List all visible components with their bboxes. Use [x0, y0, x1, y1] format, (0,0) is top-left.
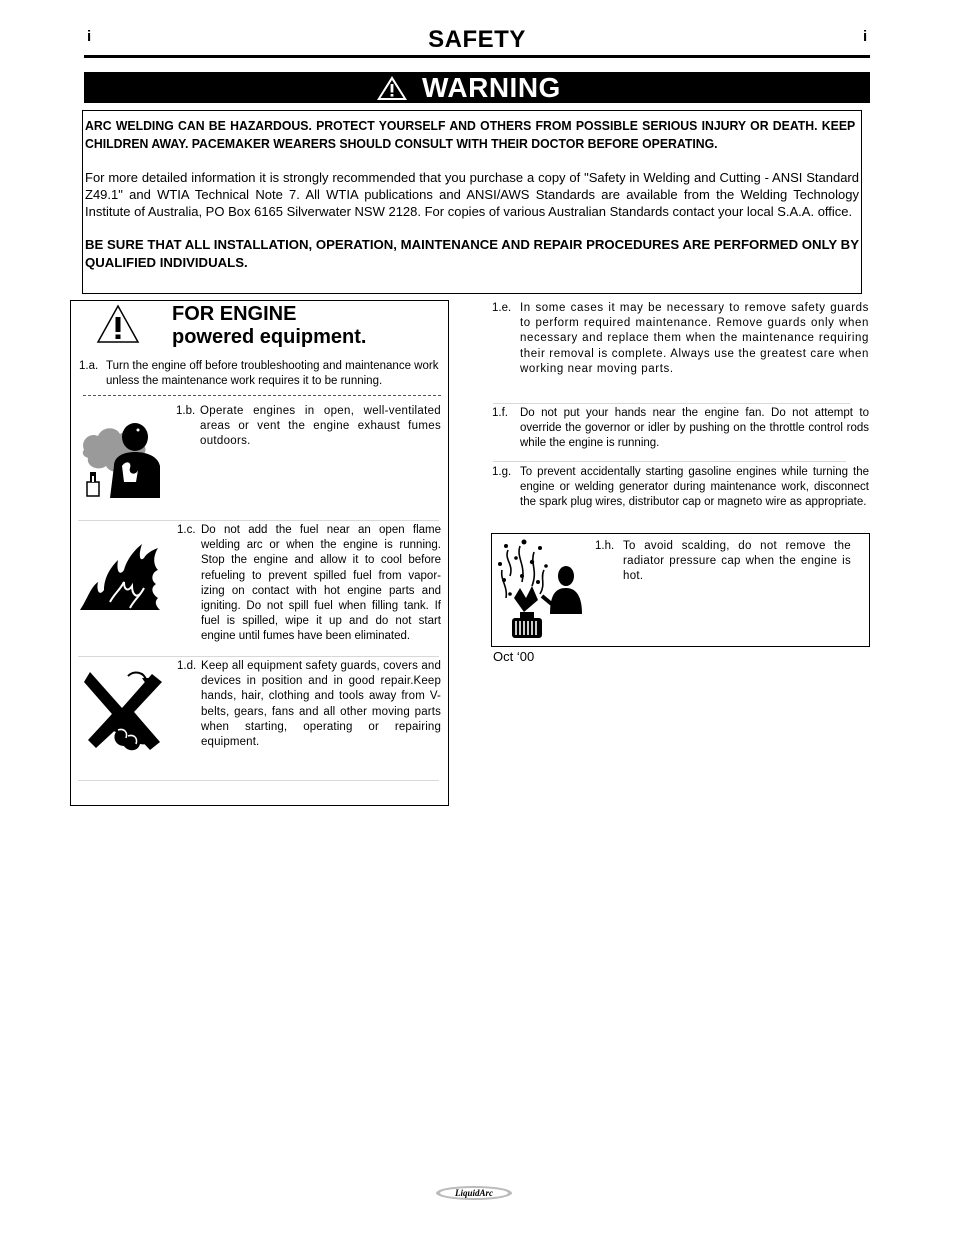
- qualified-notice: BE SURE THAT ALL INSTALLATION, OPERATION, MAINTENANCE AND REPAIR PROCEDURES ARE PERFORMED ONLY BY QUALIFIED INDIVIDUALS.: [85, 237, 859, 270]
- item-1f: [492, 406, 869, 452]
- hazard-notice-box: [82, 110, 862, 294]
- item-1d: [177, 659, 441, 750]
- item-number: 1.f.: [492, 407, 508, 419]
- item-number: 1.e.: [492, 302, 512, 314]
- page-title: SAFETY: [428, 26, 526, 53]
- item-text: Operate engines in open, well-ventilated areas or vent the engine exhaust fumes outdoors.: [200, 405, 441, 448]
- info-paragraph: For more detailed information it is strongly recommended that you purchase a copy of "Safety in Welding and Cutting - ANSI Standard Z49.1" and WTIA Technical Note 7. All WTIA publications and ANSI/AWS Standards are available from the Welding Technology Institute of Australia, PO Box 6165 Silverwater NSW 2128. For copies of various Australian Standards contact your local S.A.A. office.: [85, 170, 859, 219]
- liquidarc-logo-icon: [434, 1184, 514, 1202]
- engine-title-line1: FOR ENGINE: [172, 303, 297, 325]
- divider: [78, 656, 439, 657]
- item-number: 1.h.: [595, 540, 615, 552]
- divider: [78, 780, 439, 781]
- item-number: 1.a.: [79, 360, 99, 372]
- divider: [493, 403, 850, 404]
- item-1h: [595, 539, 851, 585]
- title-rule: [84, 55, 870, 58]
- fire-icon: [80, 542, 160, 610]
- revision-date: Oct ‘00: [493, 649, 535, 664]
- item-number: 1.d.: [177, 660, 197, 672]
- page-number-right: i: [863, 28, 868, 45]
- item-number: 1.g.: [492, 466, 512, 478]
- liquidarc-logo: [434, 1184, 514, 1207]
- logo-text: LiquidArc: [454, 1188, 494, 1198]
- item-text: To prevent accidentally starting gasoline engines while turning the engine or welding generator during maintenance work, disconnect the spark plug wires, distributor cap or magneto wire as appropriate.: [520, 466, 869, 509]
- item-1g: [492, 465, 869, 511]
- moving-parts-hand-icon: [82, 668, 164, 754]
- divider: [493, 461, 846, 462]
- divider: [78, 520, 439, 521]
- item-1c: [177, 523, 441, 645]
- radiator-steam-icon: [494, 536, 584, 642]
- dashed-divider: [83, 395, 441, 396]
- exhaust-fumes-icon: [80, 420, 164, 500]
- item-text: Turn the engine off before troubleshooting and maintenance work unless the maintenance work requires it to be running.: [106, 360, 439, 388]
- warning-label: WARNING: [422, 72, 561, 103]
- item-text: Keep all equipment safety guards, covers and devices in position and in good repair.Keep hands, hair, clothing and tools away from V-belts, gears, fans and all other moving parts when starting, operating or repairing equipment.: [201, 660, 441, 749]
- hazard-notice: ARC WELDING CAN BE HAZARDOUS. PROTECT YOURSELF AND OTHERS FROM POSSIBLE SERIOUS INJURY OR DEATH. KEEP CHILDREN AWAY. PACEMAKER WEARERS SHOULD CONSULT WITH THEIR DOCTOR BEFORE OPERATING.: [85, 118, 856, 151]
- warning-banner: [84, 72, 870, 103]
- item-text: Do not put your hands near the engine fan. Do not attempt to override the governor or idler by pushing on the throttle control rods while the engine is running.: [520, 407, 869, 450]
- item-1a: [79, 359, 441, 389]
- warning-triangle-icon: [376, 75, 408, 101]
- item-text: To avoid scalding, do not remove the radiator pressure cap when the engine is hot.: [623, 540, 851, 583]
- item-1b: [176, 404, 441, 450]
- item-text: Do not add the fuel near an open flame welding arc or when the engine is running. Stop the engine and allow it to cool before refueling to prevent spilled fuel from vapor-izing on contact with hot engine parts and igniting. Do not spill fuel when filling tank. If fuel is spilled, wipe it up and do not start engine until fumes have been eliminated.: [201, 524, 441, 643]
- item-text: In some cases it may be necessary to remove safety guards to perform required maintenance. Remove guards only when necessary and replace them when the maintenance requiring their removal is complete. Always use the greatest care when working near moving parts.: [520, 302, 869, 375]
- item-number: 1.b.: [176, 405, 196, 417]
- page-number-left: i: [87, 28, 92, 45]
- item-number: 1.c.: [177, 524, 196, 536]
- item-1e: [492, 301, 869, 377]
- engine-title-line2: powered equipment.: [172, 326, 367, 348]
- exclamation-triangle-icon: [96, 304, 140, 344]
